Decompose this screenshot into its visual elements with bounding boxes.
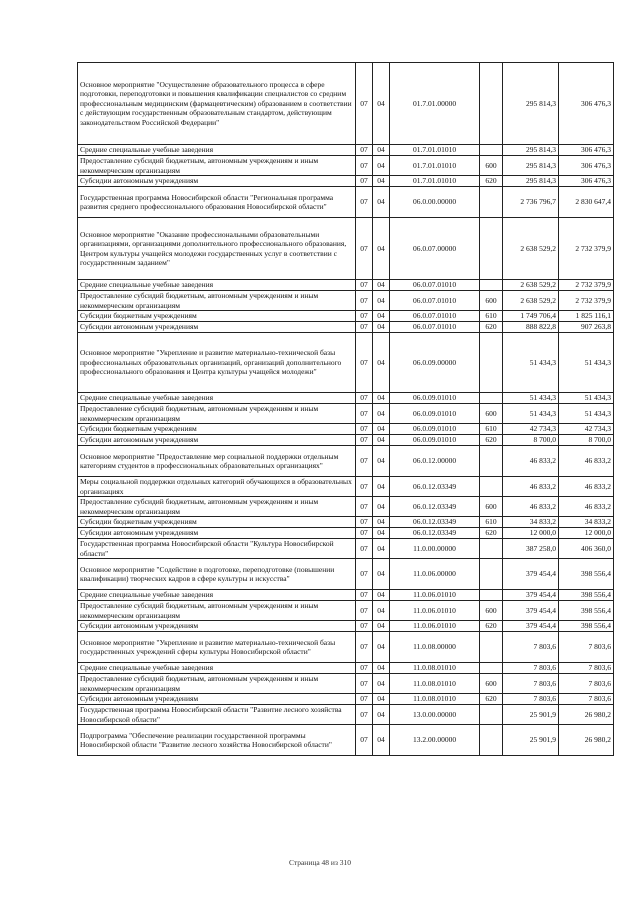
- row-amount-year1: 379 454,4: [503, 621, 559, 632]
- row-target-article: 11.0.08.01010: [390, 674, 480, 694]
- row-section: 07: [356, 145, 373, 156]
- row-target-article: 11.0.06.01010: [390, 590, 480, 601]
- row-expense-type: 610: [480, 517, 503, 528]
- row-subsection: 04: [373, 632, 390, 663]
- row-amount-year1: 25 901,9: [503, 725, 559, 756]
- row-amount-year2: 398 556,4: [559, 559, 614, 590]
- row-name: Основное мероприятие "Укрепление и развитие материально-технической базы профессиональных образовательных организаций, организаций дополнительного профессионального образования и Центра культуры учащейся молодежи": [78, 333, 356, 393]
- row-name: Основное мероприятие "Осуществление образовательного процесса в сфере подготовки, переподготовки и повышения квалификации специалистов со средним профессиональным медицинским (фармацевтическим) образованием в соответствии с действующим государственным образовательным стандартом, действующим законодательством Российской Федерации": [78, 63, 356, 145]
- table-row: [78, 674, 614, 694]
- row-expense-type: 620: [480, 435, 503, 446]
- row-name: Субсидии бюджетным учреждениям: [78, 517, 356, 528]
- row-amount-year1: 2 736 796,7: [503, 187, 559, 218]
- row-amount-year2: 2 732 379,9: [559, 280, 614, 291]
- row-expense-type: [480, 705, 503, 725]
- table-row: [78, 621, 614, 632]
- row-name: Субсидии автономным учреждениям: [78, 322, 356, 333]
- row-section: 07: [356, 601, 373, 621]
- row-amount-year2: 306 476,3: [559, 63, 614, 145]
- table-row: [78, 187, 614, 218]
- table-row: [78, 291, 614, 311]
- row-section: 07: [356, 218, 373, 280]
- row-name: Предоставление субсидий бюджетным, автономным учреждениям и иным некоммерческим организациям: [78, 497, 356, 517]
- row-name: Государственная программа Новосибирской области "Региональная программа развития среднего профессионального образования Новосибирской области": [78, 187, 356, 218]
- row-amount-year2: 907 263,8: [559, 322, 614, 333]
- row-name: Средние специальные учебные заведения: [78, 393, 356, 404]
- row-target-article: 11.0.06.00000: [390, 559, 480, 590]
- row-amount-year1: 25 901,9: [503, 705, 559, 725]
- row-amount-year2: 46 833,2: [559, 477, 614, 497]
- row-amount-year1: 295 814,3: [503, 156, 559, 176]
- table-row: [78, 404, 614, 424]
- table-row: [78, 280, 614, 291]
- row-target-article: 13.0.00.00000: [390, 705, 480, 725]
- row-target-article: 11.0.00.00000: [390, 539, 480, 559]
- row-amount-year1: 295 814,3: [503, 145, 559, 156]
- row-amount-year1: 295 814,3: [503, 63, 559, 145]
- row-target-article: 06.0.07.01010: [390, 280, 480, 291]
- row-amount-year1: 7 803,6: [503, 674, 559, 694]
- row-expense-type: 610: [480, 311, 503, 322]
- row-amount-year1: 46 833,2: [503, 497, 559, 517]
- row-name: Государственная программа Новосибирской области "Культура Новосибирской области": [78, 539, 356, 559]
- table-row: [78, 311, 614, 322]
- row-amount-year2: 26 980,2: [559, 705, 614, 725]
- table-row: [78, 435, 614, 446]
- row-name: Субсидии бюджетным учреждениям: [78, 424, 356, 435]
- row-name: Государственная программа Новосибирской области "Развитие лесного хозяйства Новосибирской области": [78, 705, 356, 725]
- row-name: Основное мероприятие "Предоставление мер социальной поддержки отдельным категориям студентов в профессиональных образовательных организациях": [78, 446, 356, 477]
- row-name: Предоставление субсидий бюджетным, автономным учреждениям и иным некоммерческим организациям: [78, 601, 356, 621]
- row-amount-year1: 34 833,2: [503, 517, 559, 528]
- row-section: 07: [356, 632, 373, 663]
- row-subsection: 04: [373, 705, 390, 725]
- row-expense-type: [480, 187, 503, 218]
- table-row: [78, 517, 614, 528]
- row-section: 07: [356, 559, 373, 590]
- row-amount-year1: 2 638 529,2: [503, 291, 559, 311]
- row-subsection: 04: [373, 63, 390, 145]
- row-section: 07: [356, 280, 373, 291]
- row-name: Субсидии автономным учреждениям: [78, 694, 356, 705]
- row-expense-type: 620: [480, 176, 503, 187]
- row-target-article: 01.7.01.01010: [390, 156, 480, 176]
- row-subsection: 04: [373, 435, 390, 446]
- row-name: Средние специальные учебные заведения: [78, 280, 356, 291]
- row-amount-year2: 12 000,0: [559, 528, 614, 539]
- row-amount-year2: 306 476,3: [559, 145, 614, 156]
- table-row: [78, 725, 614, 756]
- row-expense-type: [480, 218, 503, 280]
- row-section: 07: [356, 539, 373, 559]
- row-amount-year1: 295 814,3: [503, 176, 559, 187]
- row-expense-type: [480, 393, 503, 404]
- row-amount-year1: 888 822,8: [503, 322, 559, 333]
- table-row: [78, 590, 614, 601]
- row-section: 07: [356, 393, 373, 404]
- row-section: 07: [356, 187, 373, 218]
- row-expense-type: 600: [480, 156, 503, 176]
- row-subsection: 04: [373, 218, 390, 280]
- row-amount-year2: 398 556,4: [559, 601, 614, 621]
- row-expense-type: [480, 333, 503, 393]
- row-amount-year2: 46 833,2: [559, 446, 614, 477]
- row-amount-year2: 2 732 379,9: [559, 291, 614, 311]
- row-section: 07: [356, 404, 373, 424]
- row-expense-type: [480, 477, 503, 497]
- row-name: Субсидии автономным учреждениям: [78, 528, 356, 539]
- row-target-article: 06.0.12.03349: [390, 477, 480, 497]
- row-amount-year2: 1 825 116,1: [559, 311, 614, 322]
- row-section: 07: [356, 435, 373, 446]
- row-target-article: 11.0.06.01010: [390, 621, 480, 632]
- budget-table: [77, 62, 614, 756]
- table-row: [78, 497, 614, 517]
- row-section: 07: [356, 663, 373, 674]
- row-subsection: 04: [373, 539, 390, 559]
- row-section: 07: [356, 621, 373, 632]
- row-name: Средние специальные учебные заведения: [78, 663, 356, 674]
- row-amount-year1: 2 638 529,2: [503, 218, 559, 280]
- row-amount-year1: 7 803,6: [503, 694, 559, 705]
- row-subsection: 04: [373, 424, 390, 435]
- row-target-article: 06.0.09.01010: [390, 393, 480, 404]
- row-amount-year2: 7 803,6: [559, 674, 614, 694]
- table-row: [78, 393, 614, 404]
- row-target-article: 06.0.07.01010: [390, 311, 480, 322]
- row-subsection: 04: [373, 404, 390, 424]
- row-subsection: 04: [373, 187, 390, 218]
- row-subsection: 04: [373, 674, 390, 694]
- row-subsection: 04: [373, 145, 390, 156]
- row-target-article: 11.0.06.01010: [390, 601, 480, 621]
- row-amount-year2: 46 833,2: [559, 497, 614, 517]
- table-row: [78, 539, 614, 559]
- row-expense-type: [480, 725, 503, 756]
- row-section: 07: [356, 477, 373, 497]
- row-target-article: 06.0.12.00000: [390, 446, 480, 477]
- row-amount-year1: 379 454,4: [503, 559, 559, 590]
- row-subsection: 04: [373, 291, 390, 311]
- row-amount-year2: 2 830 647,4: [559, 187, 614, 218]
- row-section: 07: [356, 497, 373, 517]
- row-target-article: 11.0.08.00000: [390, 632, 480, 663]
- row-section: 07: [356, 156, 373, 176]
- row-amount-year1: 379 454,4: [503, 590, 559, 601]
- row-expense-type: 620: [480, 322, 503, 333]
- row-amount-year1: 42 734,3: [503, 424, 559, 435]
- row-target-article: 06.0.12.03349: [390, 528, 480, 539]
- row-target-article: 06.0.12.03349: [390, 517, 480, 528]
- table-row: [78, 663, 614, 674]
- row-subsection: 04: [373, 156, 390, 176]
- row-target-article: 01.7.01.01010: [390, 145, 480, 156]
- row-amount-year2: 51 434,3: [559, 393, 614, 404]
- table-row: [78, 694, 614, 705]
- row-subsection: 04: [373, 280, 390, 291]
- row-section: 07: [356, 590, 373, 601]
- row-expense-type: [480, 559, 503, 590]
- row-subsection: 04: [373, 517, 390, 528]
- table-row: [78, 322, 614, 333]
- row-section: 07: [356, 291, 373, 311]
- row-section: 07: [356, 63, 373, 145]
- row-subsection: 04: [373, 559, 390, 590]
- row-target-article: 06.0.09.01010: [390, 404, 480, 424]
- row-name: Предоставление субсидий бюджетным, автономным учреждениям и иным некоммерческим организациям: [78, 674, 356, 694]
- row-amount-year1: 7 803,6: [503, 632, 559, 663]
- table-row: [78, 218, 614, 280]
- table-row: [78, 528, 614, 539]
- row-name: Субсидии бюджетным учреждениям: [78, 311, 356, 322]
- row-name: Субсидии автономным учреждениям: [78, 176, 356, 187]
- row-amount-year1: 387 258,0: [503, 539, 559, 559]
- table-row: [78, 477, 614, 497]
- row-expense-type: [480, 632, 503, 663]
- row-expense-type: 600: [480, 497, 503, 517]
- row-amount-year2: 51 434,3: [559, 404, 614, 424]
- row-amount-year2: 2 732 379,9: [559, 218, 614, 280]
- row-section: 07: [356, 674, 373, 694]
- row-name: Подпрограмма "Обеспечение реализации государственной программы Новосибирской области "Развитие лесного хозяйства Новосибирской области": [78, 725, 356, 756]
- table-row: [78, 145, 614, 156]
- row-subsection: 04: [373, 311, 390, 322]
- row-subsection: 04: [373, 333, 390, 393]
- table-row: [78, 559, 614, 590]
- row-subsection: 04: [373, 446, 390, 477]
- row-section: 07: [356, 176, 373, 187]
- row-target-article: 06.0.09.01010: [390, 424, 480, 435]
- row-target-article: 06.0.00.00000: [390, 187, 480, 218]
- row-amount-year2: 26 980,2: [559, 725, 614, 756]
- row-amount-year1: 51 434,3: [503, 404, 559, 424]
- row-subsection: 04: [373, 528, 390, 539]
- row-amount-year1: 51 434,3: [503, 393, 559, 404]
- row-expense-type: 620: [480, 528, 503, 539]
- row-name: Предоставление субсидий бюджетным, автономным учреждениям и иным некоммерческим организациям: [78, 291, 356, 311]
- row-expense-type: 620: [480, 694, 503, 705]
- row-expense-type: [480, 63, 503, 145]
- row-subsection: 04: [373, 590, 390, 601]
- table-body: [78, 63, 614, 756]
- table-row: [78, 424, 614, 435]
- row-target-article: 06.0.09.01010: [390, 435, 480, 446]
- row-amount-year2: 306 476,3: [559, 176, 614, 187]
- row-subsection: 04: [373, 663, 390, 674]
- row-amount-year2: 51 434,3: [559, 333, 614, 393]
- row-section: 07: [356, 311, 373, 322]
- row-amount-year1: 46 833,2: [503, 477, 559, 497]
- row-target-article: 06.0.07.00000: [390, 218, 480, 280]
- row-section: 07: [356, 705, 373, 725]
- row-section: 07: [356, 424, 373, 435]
- row-amount-year1: 379 454,4: [503, 601, 559, 621]
- row-subsection: 04: [373, 621, 390, 632]
- table-row: [78, 63, 614, 145]
- row-name: Предоставление субсидий бюджетным, автономным учреждениям и иным некоммерческим организациям: [78, 404, 356, 424]
- row-target-article: 11.0.08.01010: [390, 663, 480, 674]
- table-row: [78, 176, 614, 187]
- row-amount-year2: 8 700,0: [559, 435, 614, 446]
- row-expense-type: 600: [480, 601, 503, 621]
- row-target-article: 06.0.07.01010: [390, 291, 480, 311]
- row-name: Меры социальной поддержки отдельных категорий обучающихся в образовательных организациях: [78, 477, 356, 497]
- row-section: 07: [356, 528, 373, 539]
- row-expense-type: [480, 590, 503, 601]
- row-amount-year2: 42 734,3: [559, 424, 614, 435]
- row-amount-year1: 1 749 706,4: [503, 311, 559, 322]
- row-target-article: 06.0.07.01010: [390, 322, 480, 333]
- row-amount-year2: 398 556,4: [559, 621, 614, 632]
- row-expense-type: 600: [480, 291, 503, 311]
- row-amount-year2: 7 803,6: [559, 663, 614, 674]
- row-expense-type: [480, 663, 503, 674]
- row-amount-year2: 406 360,0: [559, 539, 614, 559]
- table-row: [78, 333, 614, 393]
- row-target-article: 11.0.08.01010: [390, 694, 480, 705]
- row-target-article: 06.0.09.00000: [390, 333, 480, 393]
- row-section: 07: [356, 446, 373, 477]
- row-name: Основное мероприятие "Содействие в подготовке, переподготовке (повышении квалификации) творческих кадров в сфере культуры и искусства": [78, 559, 356, 590]
- row-subsection: 04: [373, 725, 390, 756]
- row-expense-type: [480, 539, 503, 559]
- row-subsection: 04: [373, 176, 390, 187]
- row-expense-type: [480, 145, 503, 156]
- table-row: [78, 156, 614, 176]
- row-expense-type: 600: [480, 674, 503, 694]
- row-amount-year2: 398 556,4: [559, 590, 614, 601]
- row-name: Средние специальные учебные заведения: [78, 145, 356, 156]
- row-section: 07: [356, 725, 373, 756]
- row-amount-year1: 12 000,0: [503, 528, 559, 539]
- row-section: 07: [356, 333, 373, 393]
- row-name: Предоставление субсидий бюджетным, автономным учреждениям и иным некоммерческим организациям: [78, 156, 356, 176]
- row-expense-type: 600: [480, 404, 503, 424]
- table-row: [78, 601, 614, 621]
- row-amount-year2: 34 833,2: [559, 517, 614, 528]
- row-amount-year2: 7 803,6: [559, 632, 614, 663]
- row-amount-year2: 306 476,3: [559, 156, 614, 176]
- row-name: Основное мероприятие "Оказание профессиональными образовательными организациями, организациями дополнительного профессионального образования, Центром культуры учащейся молодежи государственных услуг в соответствии с государственным заданием": [78, 218, 356, 280]
- row-name: Средние специальные учебные заведения: [78, 590, 356, 601]
- row-amount-year1: 51 434,3: [503, 333, 559, 393]
- row-amount-year1: 46 833,2: [503, 446, 559, 477]
- row-expense-type: 620: [480, 621, 503, 632]
- row-subsection: 04: [373, 322, 390, 333]
- row-amount-year1: 7 803,6: [503, 663, 559, 674]
- row-amount-year1: 2 638 529,2: [503, 280, 559, 291]
- row-amount-year2: 7 803,6: [559, 694, 614, 705]
- table-row: [78, 446, 614, 477]
- row-name: Субсидии автономным учреждениям: [78, 435, 356, 446]
- page-number: Страница 48 из 310: [288, 858, 352, 867]
- row-target-article: 01.7.01.01010: [390, 176, 480, 187]
- row-subsection: 04: [373, 601, 390, 621]
- row-section: 07: [356, 322, 373, 333]
- row-expense-type: 610: [480, 424, 503, 435]
- row-target-article: 13.2.00.00000: [390, 725, 480, 756]
- table-row: [78, 632, 614, 663]
- row-amount-year1: 8 700,0: [503, 435, 559, 446]
- row-expense-type: [480, 446, 503, 477]
- row-target-article: 06.0.12.03349: [390, 497, 480, 517]
- row-subsection: 04: [373, 393, 390, 404]
- row-expense-type: [480, 280, 503, 291]
- row-subsection: 04: [373, 477, 390, 497]
- row-section: 07: [356, 517, 373, 528]
- table-row: [78, 705, 614, 725]
- row-name: Основное мероприятие "Укрепление и развитие материально-технической базы государственных учреждений сферы культуры Новосибирской области": [78, 632, 356, 663]
- row-subsection: 04: [373, 497, 390, 517]
- row-target-article: 01.7.01.00000: [390, 63, 480, 145]
- row-subsection: 04: [373, 694, 390, 705]
- row-section: 07: [356, 694, 373, 705]
- row-name: Субсидии автономным учреждениям: [78, 621, 356, 632]
